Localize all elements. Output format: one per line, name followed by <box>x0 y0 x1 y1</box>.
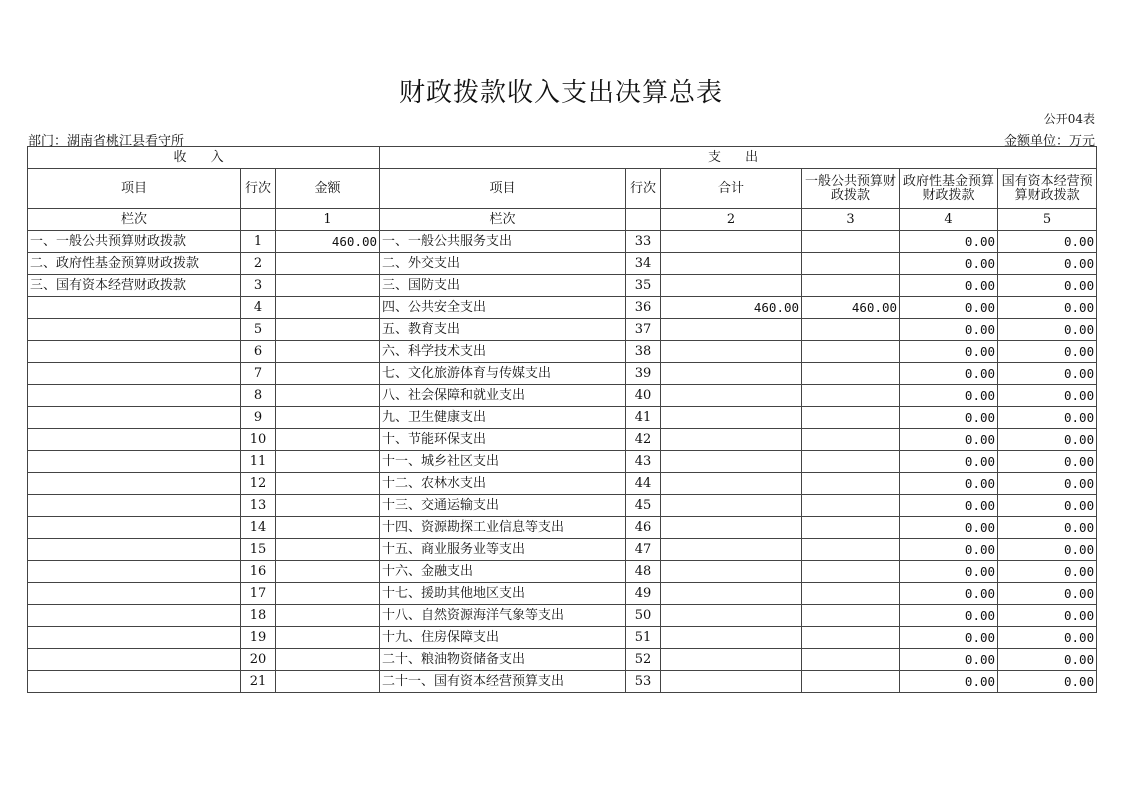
fund-budget-cell: 0.00 <box>900 517 998 539</box>
total-cell <box>661 627 802 649</box>
expense-section-header: 支 出 <box>380 147 1097 169</box>
expense-item-cell: 八、社会保障和就业支出 <box>380 385 626 407</box>
income-col-index-label: 栏次 <box>28 209 241 231</box>
expense-line-cell: 36 <box>626 297 661 319</box>
header-row-sections <box>28 147 1097 169</box>
total-cell <box>661 539 802 561</box>
expense-item-cell: 二十、粮油物资储备支出 <box>380 649 626 671</box>
income-line-cell: 5 <box>241 319 276 341</box>
fund-budget-cell: 0.00 <box>900 341 998 363</box>
income-amount-cell <box>276 473 380 495</box>
table-row <box>28 385 1097 407</box>
income-amount-cell <box>276 341 380 363</box>
general-budget-cell <box>802 473 900 495</box>
income-line-cell: 16 <box>241 561 276 583</box>
total-cell: 460.00 <box>661 297 802 319</box>
income-line-cell: 18 <box>241 605 276 627</box>
expense-item-cell: 十五、商业服务业等支出 <box>380 539 626 561</box>
general-budget-cell <box>802 385 900 407</box>
expense-line-header: 行次 <box>626 169 661 209</box>
total-cell <box>661 583 802 605</box>
soe-budget-cell: 0.00 <box>998 627 1097 649</box>
income-item-cell <box>28 583 241 605</box>
income-amount-cell <box>276 319 380 341</box>
fund-budget-cell: 0.00 <box>900 429 998 451</box>
fund-budget-cell: 0.00 <box>900 561 998 583</box>
total-cell <box>661 605 802 627</box>
income-amount-cell <box>276 495 380 517</box>
expense-item-cell: 十九、住房保障支出 <box>380 627 626 649</box>
header-row-columns <box>28 169 1097 209</box>
income-item-cell <box>28 429 241 451</box>
fund-budget-cell: 0.00 <box>900 275 998 297</box>
income-amount-cell <box>276 517 380 539</box>
income-line-cell: 14 <box>241 517 276 539</box>
expense-item-cell: 十六、金融支出 <box>380 561 626 583</box>
income-amount-cell <box>276 429 380 451</box>
income-line-cell: 20 <box>241 649 276 671</box>
income-item-cell <box>28 495 241 517</box>
table-row <box>28 253 1097 275</box>
general-budget-cell: 460.00 <box>802 297 900 319</box>
income-line-cell: 2 <box>241 253 276 275</box>
soe-budget-cell: 0.00 <box>998 605 1097 627</box>
income-line-cell: 4 <box>241 297 276 319</box>
income-line-cell: 21 <box>241 671 276 693</box>
total-cell <box>661 495 802 517</box>
general-budget-cell <box>802 407 900 429</box>
soe-budget-cell: 0.00 <box>998 385 1097 407</box>
table-row <box>28 605 1097 627</box>
expense-item-cell: 十二、农林水支出 <box>380 473 626 495</box>
general-budget-cell <box>802 539 900 561</box>
expense-line-cell: 43 <box>626 451 661 473</box>
soe-budget-cell: 0.00 <box>998 429 1097 451</box>
expense-item-cell: 十一、城乡社区支出 <box>380 451 626 473</box>
general-budget-cell <box>802 605 900 627</box>
fund-budget-cell: 0.00 <box>900 231 998 253</box>
expense-line-cell: 34 <box>626 253 661 275</box>
total-cell <box>661 649 802 671</box>
total-cell <box>661 385 802 407</box>
income-line-cell: 1 <box>241 231 276 253</box>
expense-item-cell: 十八、自然资源海洋气象等支出 <box>380 605 626 627</box>
income-item-cell <box>28 451 241 473</box>
income-item-cell <box>28 385 241 407</box>
expense-line-cell: 52 <box>626 649 661 671</box>
income-amount-cell <box>276 407 380 429</box>
soe-budget-cell: 0.00 <box>998 495 1097 517</box>
unit-label: 金额单位：万元 <box>1003 134 1095 149</box>
income-line-cell: 12 <box>241 473 276 495</box>
total-cell <box>661 341 802 363</box>
income-item-cell <box>28 363 241 385</box>
expense-item-header: 项目 <box>380 169 626 209</box>
expense-line-cell: 33 <box>626 231 661 253</box>
expense-item-cell: 十七、援助其他地区支出 <box>380 583 626 605</box>
expense-item-cell: 九、卫生健康支出 <box>380 407 626 429</box>
expense-item-cell: 二十一、国有资本经营预算支出 <box>380 671 626 693</box>
table-row <box>28 451 1097 473</box>
general-budget-cell <box>802 627 900 649</box>
income-item-cell <box>28 473 241 495</box>
fund-budget-cell: 0.00 <box>900 319 998 341</box>
income-item-cell <box>28 297 241 319</box>
expense-line-cell: 49 <box>626 583 661 605</box>
income-line-cell: 10 <box>241 429 276 451</box>
income-amount-cell <box>276 275 380 297</box>
expense-line-cell: 42 <box>626 429 661 451</box>
income-line-cell: 13 <box>241 495 276 517</box>
expense-item-cell: 四、公共安全支出 <box>380 297 626 319</box>
fund-budget-cell: 0.00 <box>900 671 998 693</box>
income-amount-cell <box>276 253 380 275</box>
general-budget-cell <box>802 231 900 253</box>
fiscal-summary-table <box>27 146 1097 693</box>
income-item-cell <box>28 605 241 627</box>
expense-item-cell: 二、外交支出 <box>380 253 626 275</box>
general-budget-cell <box>802 275 900 297</box>
table-row <box>28 231 1097 253</box>
fund-budget-cell: 0.00 <box>900 605 998 627</box>
table-row <box>28 583 1097 605</box>
fund-budget-cell: 0.00 <box>900 451 998 473</box>
soe-budget-cell: 0.00 <box>998 473 1097 495</box>
soe-budget-cell: 0.00 <box>998 451 1097 473</box>
table-body <box>28 231 1097 693</box>
fund-budget-cell: 0.00 <box>900 627 998 649</box>
income-amount-cell <box>276 385 380 407</box>
income-line-cell: 6 <box>241 341 276 363</box>
fund-budget-cell: 0.00 <box>900 495 998 517</box>
fund-budget-cell: 0.00 <box>900 363 998 385</box>
income-line-cell: 3 <box>241 275 276 297</box>
income-line-cell: 9 <box>241 407 276 429</box>
expense-col-index-label: 栏次 <box>380 209 626 231</box>
col-index-1: 1 <box>276 209 380 231</box>
expense-line-cell: 45 <box>626 495 661 517</box>
general-budget-header: 一般公共预算财政拨款 <box>802 169 900 209</box>
total-header: 合计 <box>661 169 802 209</box>
income-amount-cell <box>276 363 380 385</box>
table-row <box>28 275 1097 297</box>
table-row <box>28 407 1097 429</box>
income-amount-cell <box>276 671 380 693</box>
income-item-cell <box>28 627 241 649</box>
income-line-cell: 17 <box>241 583 276 605</box>
income-line-index <box>241 209 276 231</box>
general-budget-cell <box>802 253 900 275</box>
table-row <box>28 539 1097 561</box>
header-row-index <box>28 209 1097 231</box>
income-line-cell: 11 <box>241 451 276 473</box>
table-row <box>28 319 1097 341</box>
soe-budget-cell: 0.00 <box>998 363 1097 385</box>
total-cell <box>661 671 802 693</box>
fund-budget-cell: 0.00 <box>900 649 998 671</box>
expense-line-cell: 51 <box>626 627 661 649</box>
soe-budget-cell: 0.00 <box>998 583 1097 605</box>
expense-item-cell: 六、科学技术支出 <box>380 341 626 363</box>
income-item-cell <box>28 561 241 583</box>
fund-budget-cell: 0.00 <box>900 253 998 275</box>
fund-budget-cell: 0.00 <box>900 407 998 429</box>
income-amount-cell <box>276 605 380 627</box>
report-code: 公开04表 <box>1043 112 1095 126</box>
table-row <box>28 495 1097 517</box>
general-budget-cell <box>802 649 900 671</box>
expense-item-cell: 十、节能环保支出 <box>380 429 626 451</box>
income-amount-cell <box>276 539 380 561</box>
soe-budget-cell: 0.00 <box>998 231 1097 253</box>
expense-line-cell: 48 <box>626 561 661 583</box>
expense-line-cell: 39 <box>626 363 661 385</box>
general-budget-cell <box>802 671 900 693</box>
table-row <box>28 561 1097 583</box>
income-line-cell: 19 <box>241 627 276 649</box>
expense-item-cell: 一、一般公共服务支出 <box>380 231 626 253</box>
income-item-cell <box>28 671 241 693</box>
fund-budget-cell: 0.00 <box>900 583 998 605</box>
soe-budget-header: 国有资本经营预算财政拨款 <box>998 169 1097 209</box>
income-amount-cell <box>276 561 380 583</box>
general-budget-cell <box>802 583 900 605</box>
report-title: 财政拨款收入支出决算总表 <box>398 78 723 108</box>
total-cell <box>661 319 802 341</box>
table-row <box>28 473 1097 495</box>
total-cell <box>661 253 802 275</box>
expense-item-cell: 五、教育支出 <box>380 319 626 341</box>
department-label: 部门：湖南省桃江县看守所 <box>28 134 185 149</box>
total-cell <box>661 363 802 385</box>
income-amount-cell <box>276 451 380 473</box>
soe-budget-cell: 0.00 <box>998 539 1097 561</box>
table-row <box>28 649 1097 671</box>
income-item-cell <box>28 539 241 561</box>
total-cell <box>661 561 802 583</box>
expense-item-cell: 十四、资源勘探工业信息等支出 <box>380 517 626 539</box>
table-row <box>28 627 1097 649</box>
col-index-4: 4 <box>900 209 998 231</box>
fund-budget-cell: 0.00 <box>900 539 998 561</box>
soe-budget-cell: 0.00 <box>998 253 1097 275</box>
income-amount-cell: 460.00 <box>276 231 380 253</box>
col-index-2: 2 <box>661 209 802 231</box>
general-budget-cell <box>802 517 900 539</box>
income-item-cell <box>28 319 241 341</box>
expense-line-cell: 50 <box>626 605 661 627</box>
col-index-3: 3 <box>802 209 900 231</box>
expense-line-cell: 40 <box>626 385 661 407</box>
soe-budget-cell: 0.00 <box>998 671 1097 693</box>
income-item-cell: 二、政府性基金预算财政拨款 <box>28 253 241 275</box>
income-amount-cell <box>276 583 380 605</box>
soe-budget-cell: 0.00 <box>998 341 1097 363</box>
table-row <box>28 429 1097 451</box>
table-row <box>28 341 1097 363</box>
expense-line-cell: 46 <box>626 517 661 539</box>
total-cell <box>661 275 802 297</box>
col-index-5: 5 <box>998 209 1097 231</box>
total-cell <box>661 407 802 429</box>
income-line-cell: 7 <box>241 363 276 385</box>
fund-budget-cell: 0.00 <box>900 297 998 319</box>
general-budget-cell <box>802 495 900 517</box>
income-item-cell <box>28 407 241 429</box>
total-cell <box>661 231 802 253</box>
soe-budget-cell: 0.00 <box>998 517 1097 539</box>
income-item-cell <box>28 341 241 363</box>
general-budget-cell <box>802 341 900 363</box>
expense-line-cell: 47 <box>626 539 661 561</box>
general-budget-cell <box>802 429 900 451</box>
income-item-header: 项目 <box>28 169 241 209</box>
expense-item-cell: 三、国防支出 <box>380 275 626 297</box>
soe-budget-cell: 0.00 <box>998 319 1097 341</box>
expense-line-cell: 41 <box>626 407 661 429</box>
soe-budget-cell: 0.00 <box>998 649 1097 671</box>
general-budget-cell <box>802 363 900 385</box>
total-cell <box>661 429 802 451</box>
income-line-header: 行次 <box>241 169 276 209</box>
expense-item-cell: 七、文化旅游体育与传媒支出 <box>380 363 626 385</box>
expense-line-index <box>626 209 661 231</box>
general-budget-cell <box>802 451 900 473</box>
total-cell <box>661 473 802 495</box>
income-amount-cell <box>276 297 380 319</box>
general-budget-cell <box>802 319 900 341</box>
soe-budget-cell: 0.00 <box>998 407 1097 429</box>
table-row <box>28 363 1097 385</box>
total-cell <box>661 517 802 539</box>
income-item-cell <box>28 517 241 539</box>
soe-budget-cell: 0.00 <box>998 275 1097 297</box>
expense-item-cell: 十三、交通运输支出 <box>380 495 626 517</box>
general-budget-cell <box>802 561 900 583</box>
income-section-header: 收 入 <box>28 147 380 169</box>
soe-budget-cell: 0.00 <box>998 297 1097 319</box>
expense-line-cell: 37 <box>626 319 661 341</box>
fund-budget-cell: 0.00 <box>900 473 998 495</box>
expense-line-cell: 38 <box>626 341 661 363</box>
fund-budget-header: 政府性基金预算财政拨款 <box>900 169 998 209</box>
income-amount-cell <box>276 627 380 649</box>
expense-line-cell: 53 <box>626 671 661 693</box>
total-cell <box>661 451 802 473</box>
income-line-cell: 15 <box>241 539 276 561</box>
income-item-cell: 一、一般公共预算财政拨款 <box>28 231 241 253</box>
table-row <box>28 671 1097 693</box>
income-amount-header: 金额 <box>276 169 380 209</box>
table-row <box>28 517 1097 539</box>
income-amount-cell <box>276 649 380 671</box>
income-item-cell <box>28 649 241 671</box>
table-row <box>28 297 1097 319</box>
expense-line-cell: 44 <box>626 473 661 495</box>
income-item-cell: 三、国有资本经营财政拨款 <box>28 275 241 297</box>
fund-budget-cell: 0.00 <box>900 385 998 407</box>
expense-line-cell: 35 <box>626 275 661 297</box>
income-line-cell: 8 <box>241 385 276 407</box>
soe-budget-cell: 0.00 <box>998 561 1097 583</box>
